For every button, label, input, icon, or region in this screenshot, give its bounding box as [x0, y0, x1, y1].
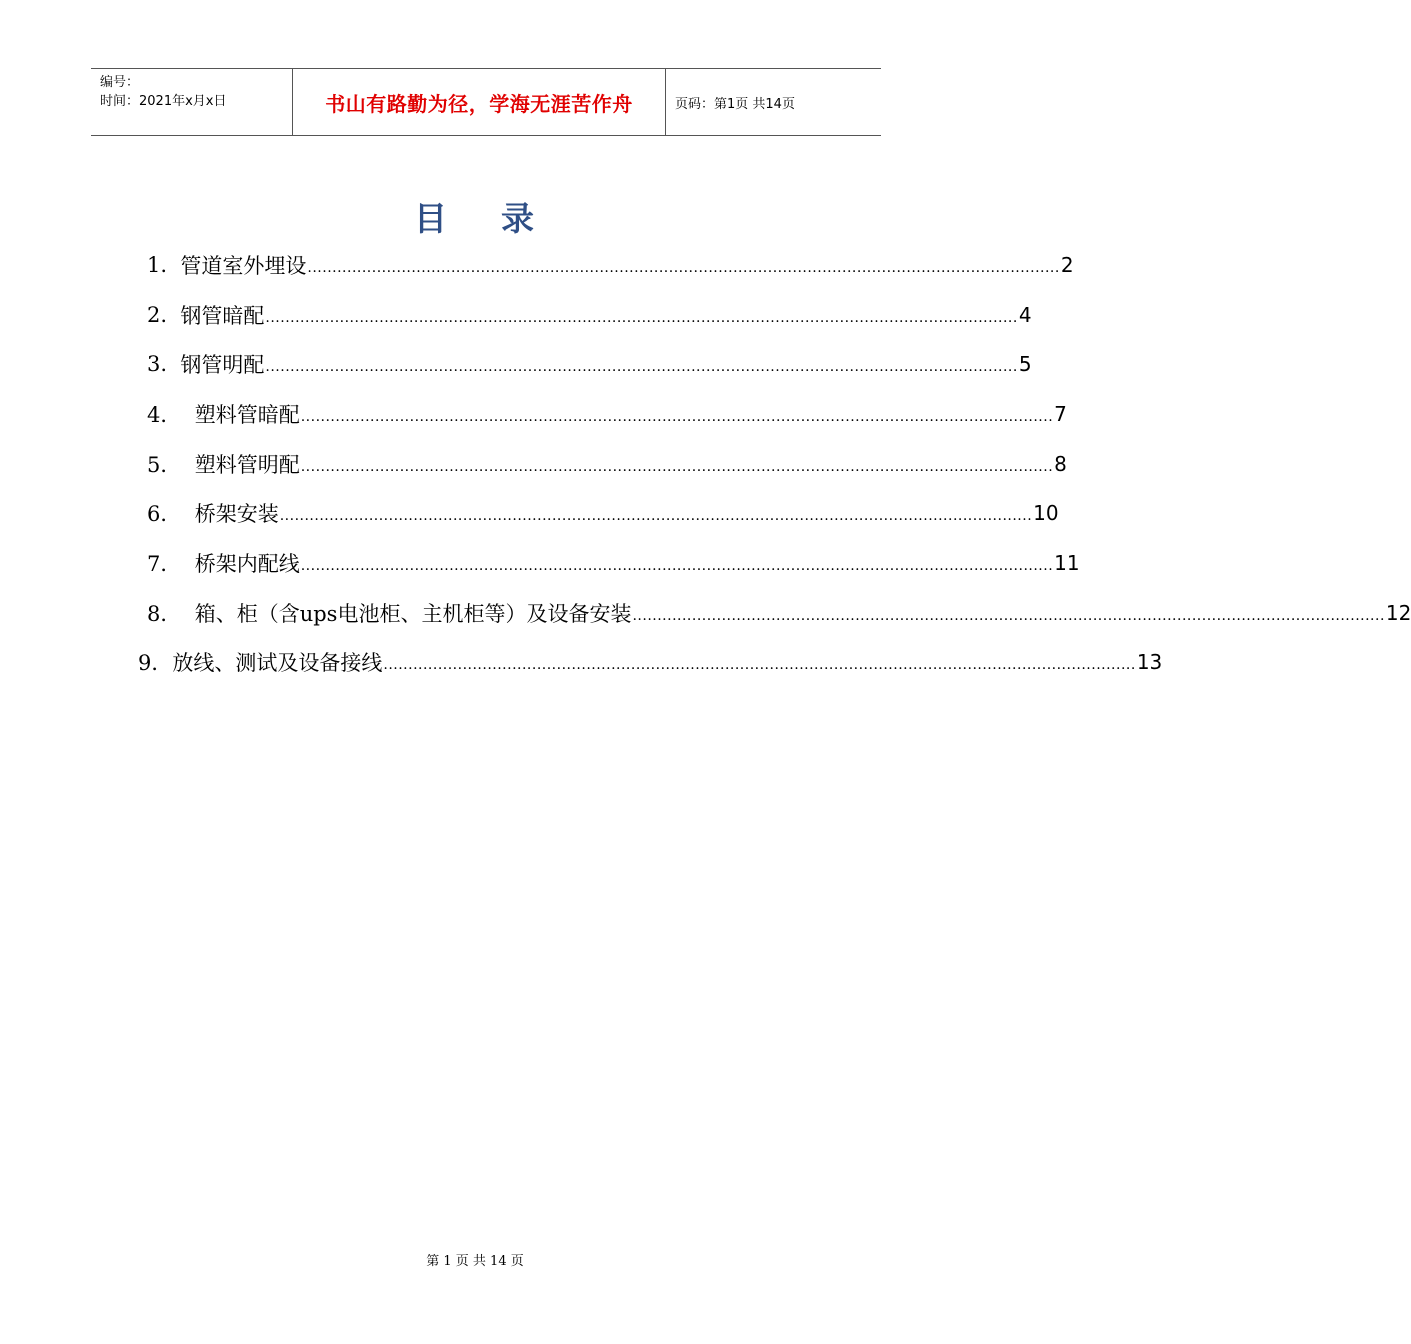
toc-entry-5[interactable] — [147, 444, 1067, 484]
toc-entry-number: 1. — [147, 253, 181, 277]
toc-entry-page: 8 — [1054, 452, 1067, 476]
toc-leader-dots: ........................................................................................................................................................ — [307, 260, 1060, 276]
time-label: 时间：2021年x月x日 — [100, 94, 227, 109]
toc-entry-7[interactable] — [147, 543, 1080, 583]
toc-leader-dots: ........................................................................................................................................................ — [265, 359, 1018, 375]
toc-entry-page: 2 — [1060, 253, 1074, 277]
toc-entry-3[interactable] — [147, 344, 1032, 384]
toc-leader-dots: ........................................................................................................................................................ — [265, 310, 1018, 326]
toc-entry-page: 11 — [1054, 551, 1080, 575]
page-footer: 第 1 页 共 14 页 — [426, 1254, 524, 1269]
header-motto-cell — [293, 69, 666, 135]
toc-entry-number: 5． — [147, 453, 195, 477]
toc-leader-dots: ........................................................................................................................................................ — [279, 508, 1033, 524]
motto-text: 书山有路勤为径，学海无涯苦作舟 — [325, 91, 633, 116]
toc-entry-page: 4 — [1018, 303, 1032, 327]
toc-entry-number: 2. — [147, 303, 181, 327]
toc-entry-text: 桥架内配线 — [194, 552, 300, 576]
code-label: 编号： — [100, 75, 140, 90]
toc-entry-number: 8． — [147, 602, 195, 626]
header-page-cell — [666, 69, 881, 135]
toc-entry-number: 6． — [147, 502, 195, 526]
toc-entry-page: 7 — [1054, 402, 1067, 426]
toc-entry-6[interactable] — [147, 493, 1059, 533]
header-table — [91, 68, 881, 136]
toc-entry-4[interactable] — [147, 394, 1067, 434]
toc-entry-2[interactable] — [147, 295, 1032, 335]
toc-entry-text: 放线、测试及设备接线 — [172, 651, 383, 675]
toc-entry-text: 塑料管暗配 — [194, 403, 300, 427]
toc-leader-dots: ........................................................................................................................................................ — [300, 558, 1054, 574]
toc-entry-8[interactable] — [147, 593, 1411, 633]
toc-title-char-1: 目 — [414, 199, 449, 238]
toc-entry-number: 4． — [147, 403, 195, 427]
header-left-cell — [91, 69, 293, 135]
toc-entry-page: 5 — [1018, 352, 1032, 376]
toc-leader-dots: ........................................................................................................................................................ — [300, 409, 1054, 425]
toc-entry-text: 管道室外埋设 — [180, 254, 307, 278]
toc-leader-dots: ........................................................................................................................................................ — [632, 608, 1385, 624]
toc-leader-dots: ........................................................................................................................................................ — [300, 459, 1054, 475]
toc-entry-page: 13 — [1136, 650, 1163, 674]
toc-entry-page: 12 — [1385, 601, 1411, 625]
toc-entry-9[interactable] — [138, 642, 1163, 682]
toc-entry-number: 7． — [147, 552, 195, 576]
toc-title — [0, 193, 950, 240]
toc-entry-page: 10 — [1033, 501, 1059, 525]
page-info: 页码：第1页 共14页 — [675, 96, 795, 112]
toc-entry-text: 塑料管明配 — [194, 453, 300, 477]
toc-entry-text: 钢管明配 — [180, 353, 265, 377]
toc-leader-dots: ........................................................................................................................................................ — [383, 657, 1136, 673]
toc-entry-text: 钢管暗配 — [180, 304, 265, 328]
toc-entry-text: 桥架安装 — [194, 502, 279, 526]
toc-entry-text: 箱、柜（含ups电池柜、主机柜等）及设备安装 — [194, 602, 632, 626]
toc-entry-1[interactable] — [147, 245, 1074, 285]
toc-entry-number: 9． — [138, 651, 173, 675]
toc-title-char-2: 录 — [501, 199, 536, 238]
toc-entry-number: 3. — [147, 352, 181, 376]
